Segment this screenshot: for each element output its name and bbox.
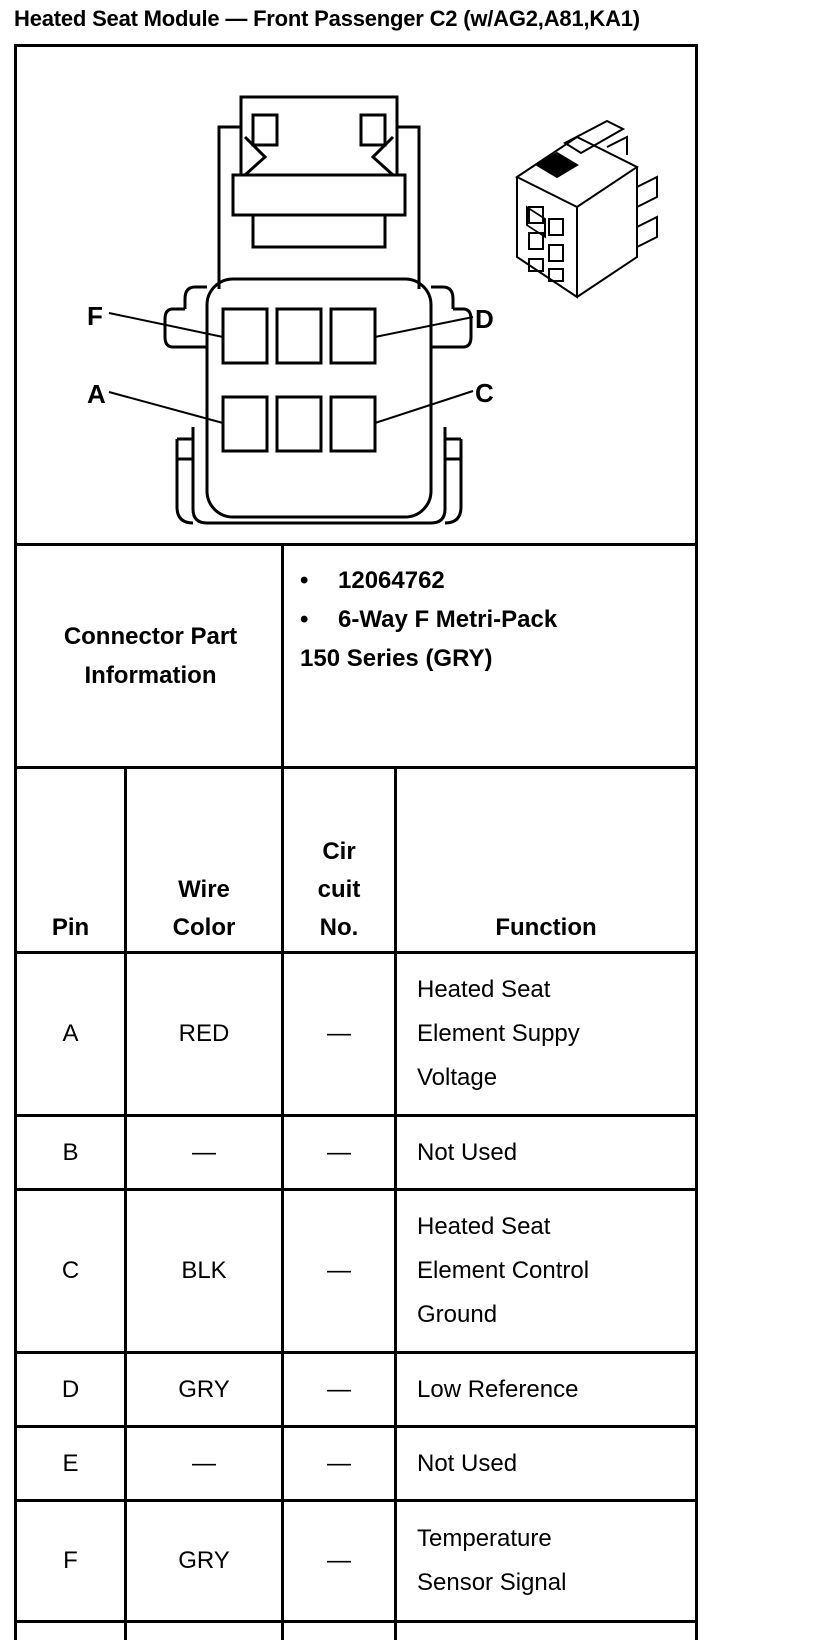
wire-color-cell: GRY [178, 1375, 230, 1403]
header-pin [17, 769, 124, 951]
wire-color-cell: BLK [181, 1257, 227, 1284]
pin-cell: B [62, 1138, 79, 1166]
function-line: Heated Seat [417, 1213, 551, 1240]
function-line: Heated Seat [417, 976, 551, 1003]
pin-cell: A [62, 1020, 79, 1047]
bullet-icon: • [300, 606, 309, 633]
page-title: Heated Seat Module — Front Passenger C2 (w/AG2,A81,KA1) [14, 6, 640, 31]
function-line: Temperature [417, 1525, 552, 1552]
circuit-cell: — [327, 1449, 351, 1477]
header-function [397, 769, 695, 951]
wire-color-cell: GRY [178, 1547, 230, 1574]
pin-label-c: C [475, 378, 494, 408]
header-text: Pin [51, 914, 90, 941]
function-cell: Low Reference [417, 1375, 579, 1403]
pin-label-f: F [87, 301, 103, 331]
function-line: Voltage [417, 1064, 498, 1091]
function-cell [397, 1502, 695, 1620]
pin-cell: C [61, 1257, 80, 1284]
wire-color-cell: — [192, 1138, 216, 1166]
function-cell [397, 1191, 695, 1351]
label-line: Connector Part [63, 623, 238, 650]
header-text: Cir [322, 838, 356, 865]
part-number: 12064762 [338, 567, 445, 594]
circuit-cell: — [327, 1020, 351, 1047]
function-cell [397, 954, 695, 1114]
pin-cell: E [62, 1449, 79, 1477]
divider [14, 1620, 698, 1623]
header-text: cuit [317, 876, 361, 903]
connector-iso-icon [517, 121, 657, 297]
description-item [300, 600, 690, 639]
header-circuit-no [284, 769, 394, 951]
function-cell: Not Used [417, 1449, 518, 1477]
pin-label-d: D [475, 304, 494, 334]
pin-letter-labels [87, 301, 494, 409]
wire-color-cell: RED [178, 1020, 230, 1047]
header-text: Wire [178, 876, 230, 903]
pin-cell: D [61, 1375, 80, 1403]
function-cell: Not Used [417, 1138, 518, 1166]
header-text: Function [495, 914, 597, 941]
wire-color-cell: — [192, 1449, 216, 1477]
header-wire-color [127, 769, 281, 951]
connector-part-info-label [17, 546, 284, 766]
function-line: Element Suppy [417, 1020, 580, 1047]
connector-diagram [17, 47, 695, 543]
header-text: No. [319, 914, 359, 941]
part-number-item [300, 561, 690, 600]
bullet-icon: • [300, 567, 309, 594]
pin-label-a: A [87, 379, 106, 409]
circuit-cell: — [327, 1257, 351, 1284]
description-line: 6-Way F Metri-Pack [338, 606, 558, 633]
circuit-cell: — [327, 1138, 351, 1166]
label-line: Information [84, 662, 217, 689]
header-text: Color [172, 914, 236, 941]
description-line: 150 Series (GRY) [300, 645, 493, 672]
function-line: Sensor Signal [417, 1569, 567, 1596]
connector-face-view [109, 97, 473, 523]
circuit-cell: — [327, 1375, 351, 1403]
circuit-cell: — [327, 1547, 351, 1574]
function-line: Element Control [417, 1257, 590, 1284]
connector-part-info-values [300, 561, 690, 678]
pin-cell: F [63, 1547, 78, 1574]
function-line: Ground [417, 1301, 498, 1328]
